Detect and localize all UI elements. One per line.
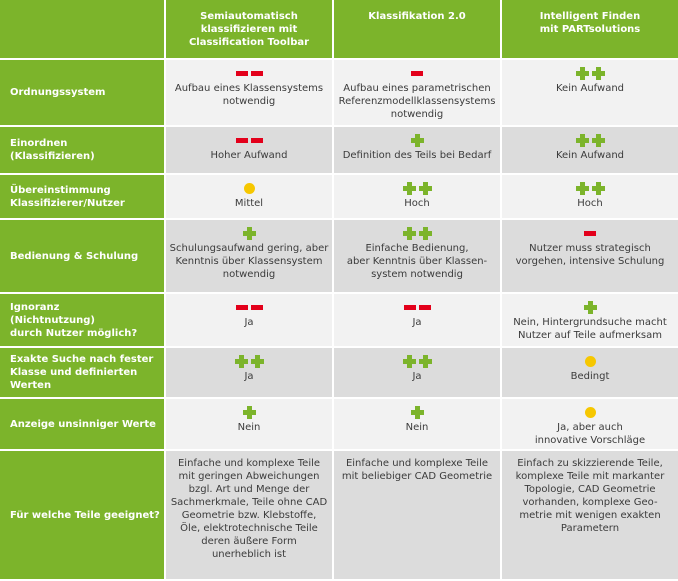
minus-icon [419,305,431,310]
dot-rating-icon [244,181,255,195]
minus-icon [251,305,263,310]
table-cell [166,348,334,399]
table-cell [334,348,502,399]
minus-icon [411,71,423,76]
row-label: Für welche Teile geeignet? [0,451,166,581]
dot-icon [585,407,596,418]
double-minus-rating-icon [404,300,431,314]
plus-rating-icon [411,133,424,147]
dot-rating-icon [585,354,596,368]
table-cell [166,60,334,127]
plus-icon [411,406,424,419]
minus-icon [236,305,248,310]
double-minus-rating-icon [236,300,263,314]
table-cell [334,175,502,220]
minus-icon [404,305,416,310]
double-plus-rating-icon [235,354,264,368]
plus-icon [592,182,605,195]
cell-text: Aufbau eines Klassensystems notwendig [174,83,324,107]
cell-text: Nein, Hintergrundsuche macht Nutzer auf Teile aufmerksam [513,317,667,341]
row-label: Übereinstimmung Klassifizierer/Nutzer [0,175,166,220]
plus-icon [243,406,256,419]
cell-text: Nein [405,422,429,433]
cell-text: Kein Aufwand [555,150,625,161]
cell-text: Mittel [234,198,264,209]
cell-text: Einfache und komplexe Teile mit geringen Abweichungen bzgl. Art und Menge der Sachmerkmale, Teile ohne CAD Geometrie bzw. Klebstoffe, Öle, elektrotechnische Teile deren äußere Form unerheblich ist [170,458,328,560]
minus-icon [584,231,596,236]
plus-icon [243,227,256,240]
row-label: Anzeige unsinniger Werte [0,399,166,451]
plus-rating-icon [584,300,597,314]
table-cell [502,60,678,127]
plus-rating-icon [243,226,256,240]
table-cell [334,399,502,451]
cell-text: Aufbau eines parametrischen Referenzmodellklassensystems notwendig [338,83,496,120]
cell-text: Einfache und komplexe Teile mit beliebiger CAD Geometrie [341,458,493,482]
plus-icon [419,355,432,368]
table-cell [334,127,502,175]
table-cell [166,399,334,451]
cell-text: Hoch [404,198,430,209]
cell-text: Bedingt [570,371,610,382]
dot-icon [244,183,255,194]
plus-icon [584,301,597,314]
plus-icon [592,67,605,80]
row-label: Ignoranz (Nichtnutzung) durch Nutzer möglich? [0,294,166,348]
minus-icon [236,71,248,76]
minus-rating-icon [584,226,596,240]
minus-rating-icon [411,66,423,80]
plus-icon [592,134,605,147]
table-cell [502,175,678,220]
table-cell [334,60,502,127]
column-header-klassifikation-2-0: Klassifikation 2.0 [334,0,502,60]
row-label: Ordnungssystem [0,60,166,127]
table-cell [166,220,334,294]
plus-icon [251,355,264,368]
plus-icon [576,182,589,195]
cell-text: Einfach zu skizzierende Teile, komplexe Teile mit markanter Topologie, CAD Geometrie vorhanden, komplexe Geo- metrie mit wenigen exakten Parametern [515,458,665,534]
cell-text: Nein [237,422,261,433]
cell-text: Kein Aufwand [555,83,625,94]
row-label: Exakte Suche nach fester Klasse und definierten Werten [0,348,166,399]
cell-text: Hoch [577,198,603,209]
double-plus-rating-icon [403,226,432,240]
cell-text: Ja [412,371,422,382]
cell-text: Ja [412,317,422,328]
plus-icon [576,134,589,147]
cell-text: Ja [244,317,254,328]
cell-text: Einfache Bedienung, aber Kenntnis über Klassen- system notwendig [346,243,488,280]
table-cell [502,220,678,294]
table-cell [502,127,678,175]
table-cell [334,451,502,581]
table-cell [166,175,334,220]
dot-rating-icon [585,405,596,419]
cell-text: Schulungsaufwand gering, aber Kenntnis über Klassensystem notwendig [169,243,329,280]
table-cell [502,399,678,451]
table-cell [166,127,334,175]
row-label: Bedienung & Schulung [0,220,166,294]
plus-icon [419,227,432,240]
plus-icon [576,67,589,80]
plus-icon [235,355,248,368]
table-cell [502,451,678,581]
minus-icon [251,138,263,143]
table-cell [334,294,502,348]
row-label: Einordnen (Klassifizieren) [0,127,166,175]
plus-icon [403,182,416,195]
plus-rating-icon [243,405,256,419]
plus-icon [411,134,424,147]
column-header-classification-toolbar: Semiautomatisch klassifizieren mit Classification Toolbar [166,0,334,60]
cell-text: Ja, aber auch innovative Vorschläge [534,422,646,446]
plus-icon [419,182,432,195]
double-plus-rating-icon [576,133,605,147]
plus-rating-icon [411,405,424,419]
minus-icon [236,138,248,143]
double-plus-rating-icon [576,66,605,80]
table-cell [166,294,334,348]
double-plus-rating-icon [403,354,432,368]
plus-icon [403,227,416,240]
double-plus-rating-icon [403,181,432,195]
dot-icon [585,356,596,367]
table-cell [502,348,678,399]
cell-text: Ja [244,371,254,382]
column-header-partsolutions: Intelligent Finden mit PARTsolutions [502,0,678,60]
cell-text: Nutzer muss strategisch vorgehen, intensive Schulung [515,243,665,267]
table-cell [166,451,334,581]
double-minus-rating-icon [236,66,263,80]
minus-icon [251,71,263,76]
table-cell [502,294,678,348]
cell-text: Definition des Teils bei Bedarf [342,150,492,161]
double-minus-rating-icon [236,133,263,147]
cell-text: Hoher Aufwand [210,150,288,161]
double-plus-rating-icon [576,181,605,195]
table-cell [334,220,502,294]
table-corner [0,0,166,60]
plus-icon [403,355,416,368]
